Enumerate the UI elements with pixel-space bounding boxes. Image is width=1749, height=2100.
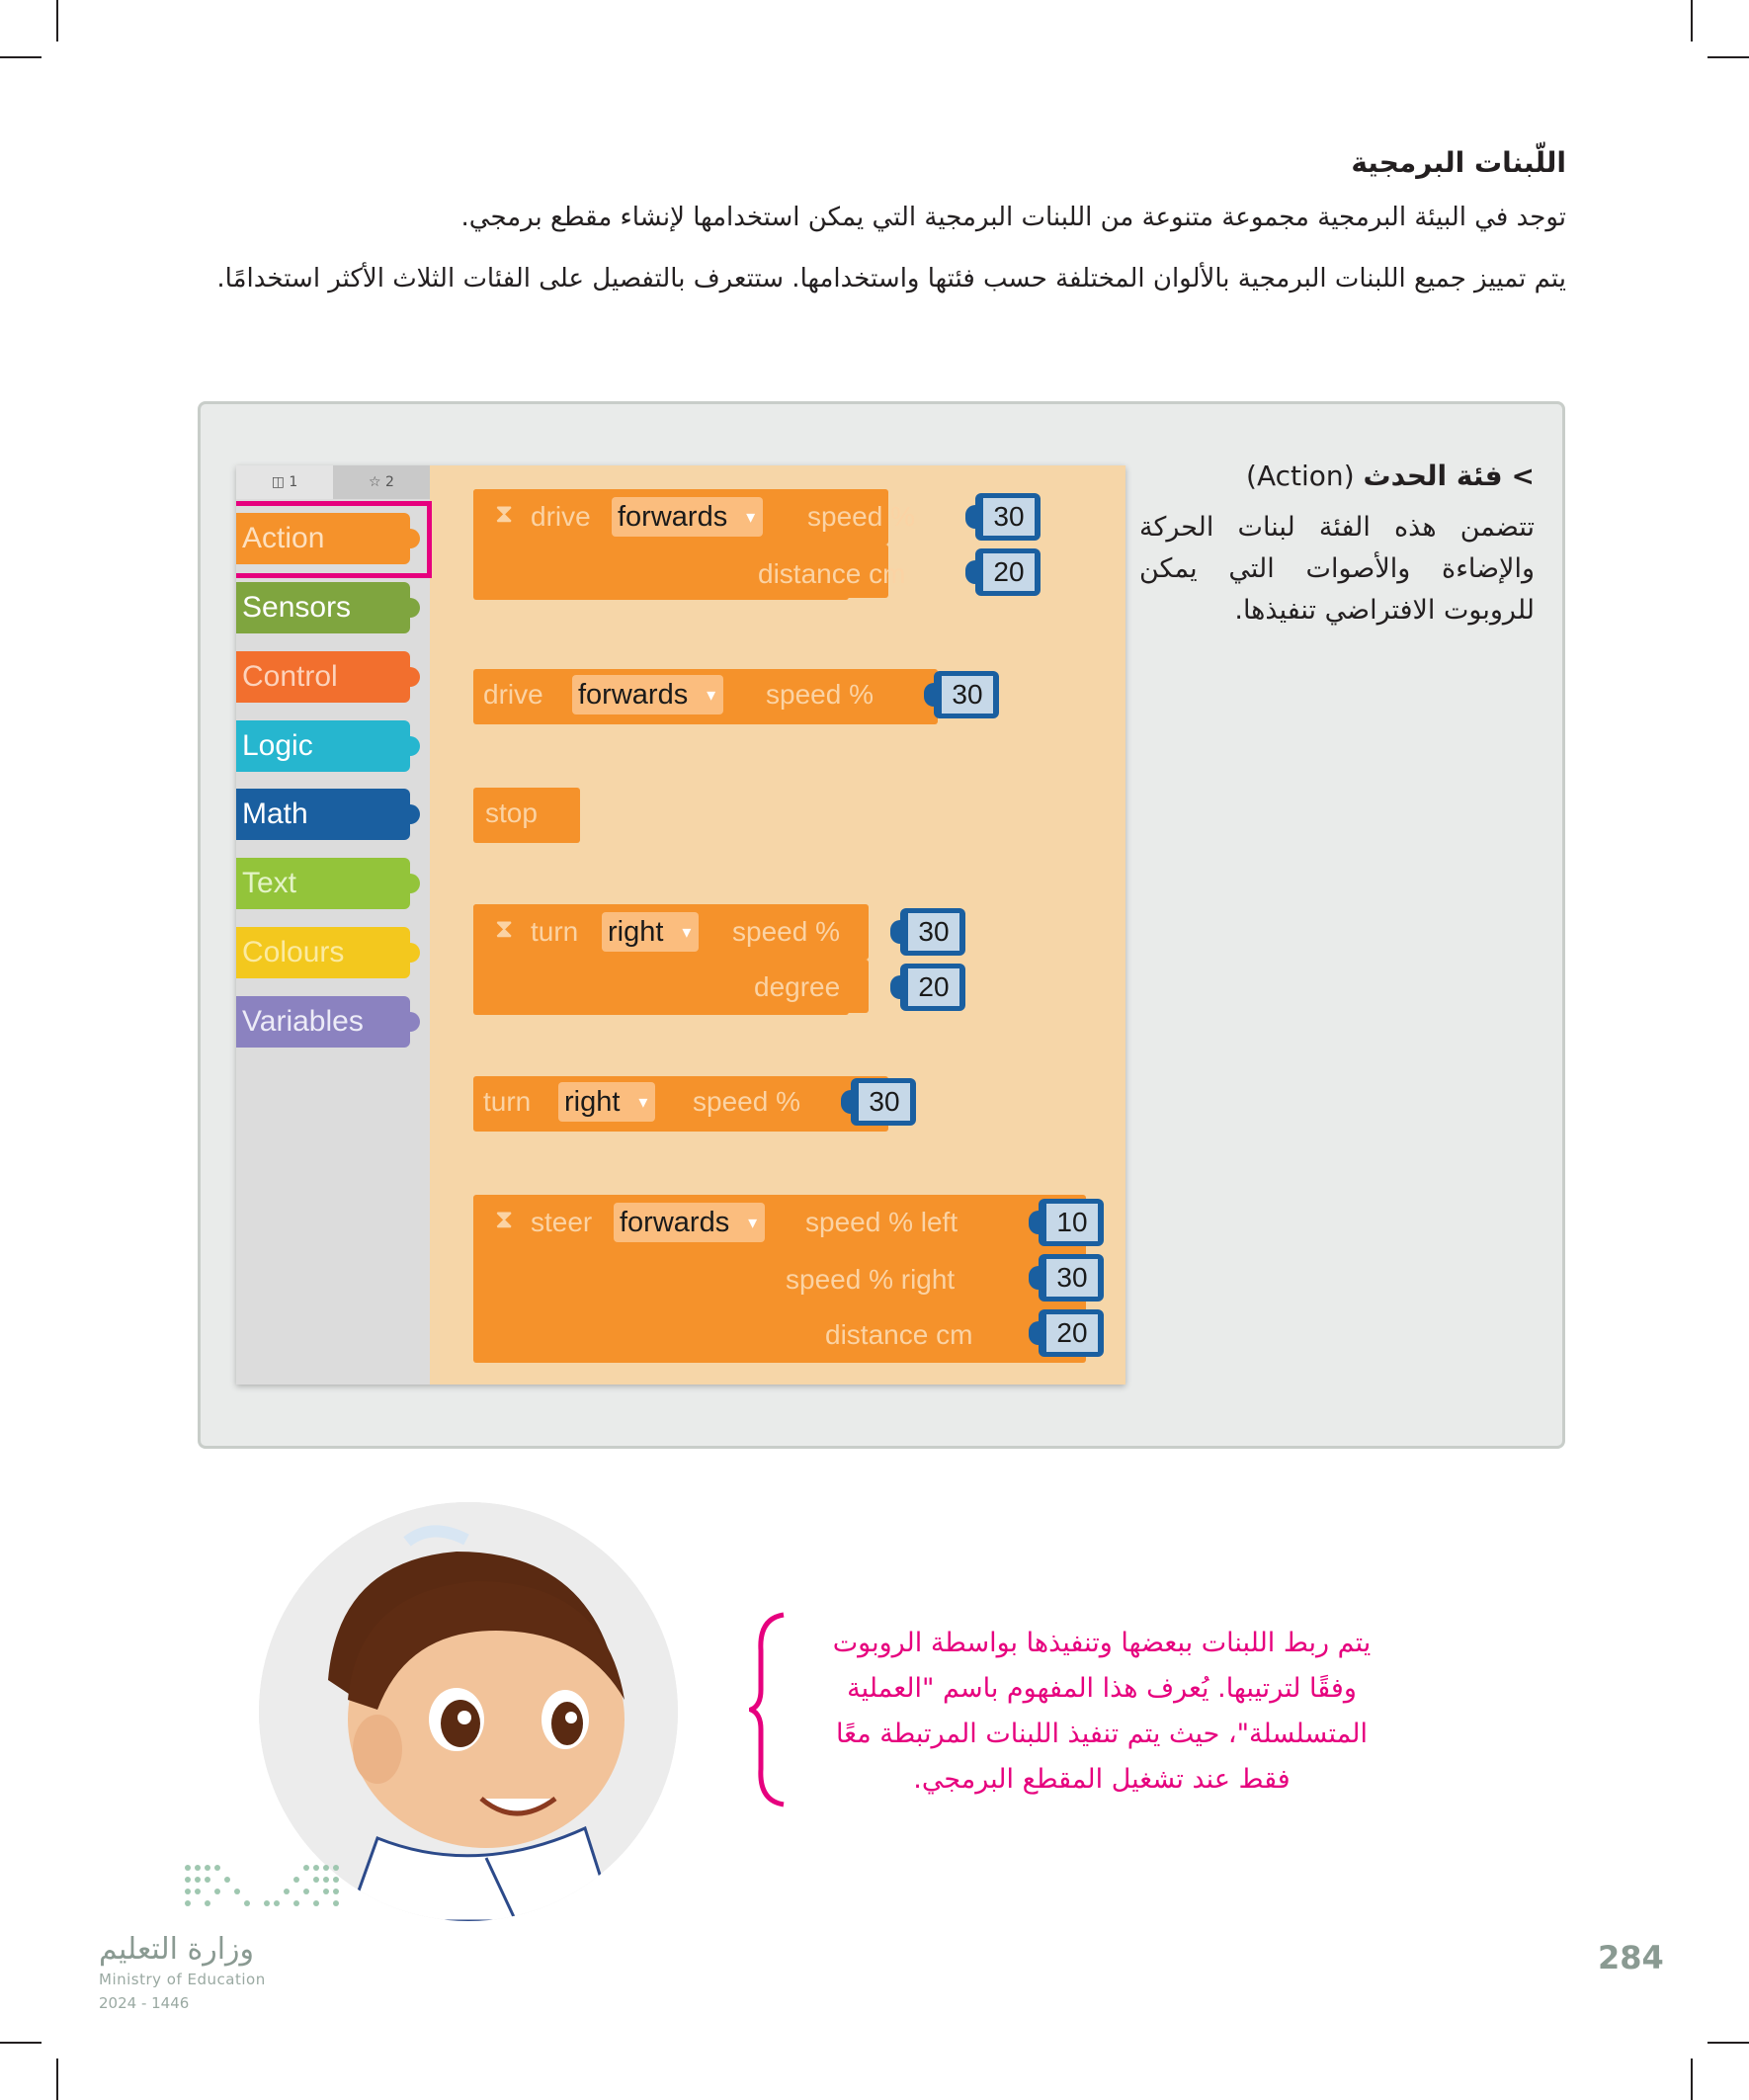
value-input[interactable]: [1039, 1254, 1104, 1302]
category-variables[interactable]: Variables: [236, 996, 410, 1048]
crop-mark: [0, 2042, 42, 2044]
category-text[interactable]: Text: [236, 858, 410, 909]
category-control[interactable]: Control: [236, 651, 410, 703]
ministry-logo-dots-icon: [178, 1858, 356, 1917]
value-text: 30: [859, 1083, 910, 1121]
block-param-label: speed %: [766, 679, 874, 710]
action-title-en: (Action): [1246, 460, 1355, 492]
tab-label: 1: [289, 474, 298, 490]
tab-label: 2: [385, 474, 394, 490]
crop-mark: [1707, 56, 1749, 58]
block-command: drive: [531, 501, 591, 532]
block-command: steer: [531, 1207, 593, 1237]
value-input[interactable]: [934, 671, 999, 718]
ministry-name-arabic: وزارة التعليم: [99, 1932, 255, 1967]
crop-mark: [1707, 2042, 1749, 2044]
bullet-marker: >: [1511, 460, 1535, 492]
block-param-label: speed %: [807, 501, 915, 532]
value-input[interactable]: [975, 548, 1041, 596]
hourglass-icon: ⧗: [495, 914, 514, 944]
crop-mark: [1691, 2058, 1693, 2100]
value-input[interactable]: [1039, 1199, 1104, 1246]
callout-text: يتم ربط اللبنات ببعضها وتنفيذها بواسطة الروبوت وفقًا لترتيبها. يُعرف هذا المفهوم باسم "العملية المتسلسلة"، حيث يتم تنفيذ اللبنات المرتبطة معًا فقط عند تشغيل المقطع البرمجي.: [832, 1628, 1372, 1795]
action-title: [1246, 460, 1535, 492]
value-text: 10: [1046, 1204, 1098, 1241]
page-number: 284: [1598, 1939, 1664, 1976]
crop-mark: [0, 56, 42, 58]
value-text: 30: [942, 676, 993, 714]
brace-icon: [749, 1611, 789, 1808]
direction-dropdown[interactable]: right ▾: [558, 1082, 655, 1122]
action-highlight-box: [236, 501, 432, 578]
block-param-label: speed %: [732, 916, 840, 947]
value-text: 20: [1046, 1314, 1098, 1352]
block-command: stop: [485, 798, 538, 828]
action-description: تتضمن هذه الفئة لبنات الحركة والإضاءة والأصوات التي يمكن للروبوت الافتراضي تنفيذها.: [1139, 512, 1535, 626]
direction-dropdown[interactable]: forwards ▾: [572, 675, 723, 714]
turn-block[interactable]: [473, 1076, 888, 1132]
value-input[interactable]: [975, 493, 1041, 541]
hourglass-icon: ⧗: [495, 499, 514, 529]
block-param-label: distance cm: [758, 558, 906, 589]
direction-dropdown[interactable]: forwards ▾: [612, 497, 763, 537]
category-action[interactable]: Action: [236, 513, 410, 564]
edition-year: 2024 - 1446: [99, 1994, 190, 2012]
category-colours[interactable]: Colours: [236, 927, 410, 978]
value-text: 20: [983, 553, 1035, 591]
blocks-editor-screenshot: [236, 465, 1125, 1385]
block-param-label: speed % right: [786, 1264, 956, 1295]
crop-mark: [1691, 0, 1693, 42]
direction-dropdown[interactable]: right ▾: [602, 912, 699, 952]
block-param-label: speed %: [693, 1086, 800, 1117]
tab-2[interactable]: ☆ 2: [333, 465, 430, 499]
value-text: 30: [983, 498, 1035, 536]
value-text: 20: [908, 968, 959, 1006]
category-palette: [236, 465, 430, 1385]
block-param-label: distance cm: [825, 1319, 973, 1350]
category-logic[interactable]: Logic: [236, 720, 410, 772]
action-category-panel: [198, 401, 1565, 1449]
value-input[interactable]: [900, 908, 965, 956]
block-command: turn: [483, 1086, 532, 1117]
crop-mark: [56, 2058, 58, 2100]
categories-paragraph: يتم تمييز جميع اللبنات البرمجية بالألوان المختلفة حسب فئتها واستخدامها. ستتعرف بالتفصيل على الفئات الثلاث الأكثر استخدامًا.: [216, 264, 1566, 294]
value-input[interactable]: [1039, 1309, 1104, 1357]
palette-tabs: [236, 465, 430, 499]
intro-paragraph: توجد في البيئة البرمجية مجموعة متنوعة من اللبنات البرمجية التي يمكن استخدامها لإنشاء مقطع برمجي.: [460, 203, 1566, 232]
block-param-label: speed % left: [805, 1207, 958, 1237]
value-input[interactable]: [851, 1078, 916, 1126]
action-title-ar: فئة الحدث: [1363, 460, 1503, 492]
ministry-name-english: Ministry of Education: [99, 1971, 266, 1988]
value-text: 30: [1046, 1259, 1098, 1297]
block-command: turn: [531, 916, 579, 947]
category-sensors[interactable]: Sensors: [236, 582, 410, 633]
category-math[interactable]: Math: [236, 789, 410, 840]
block-param-label: degree: [754, 971, 841, 1002]
value-text: 30: [908, 913, 959, 951]
direction-dropdown[interactable]: forwards ▾: [614, 1203, 765, 1242]
tab-1[interactable]: ◫ 1: [236, 465, 333, 499]
hourglass-icon: ⧗: [495, 1205, 514, 1234]
section-heading: اللّبنات البرمجية: [1351, 146, 1566, 179]
block-command: drive: [483, 679, 543, 710]
value-input[interactable]: [900, 964, 965, 1011]
crop-mark: [56, 0, 58, 42]
